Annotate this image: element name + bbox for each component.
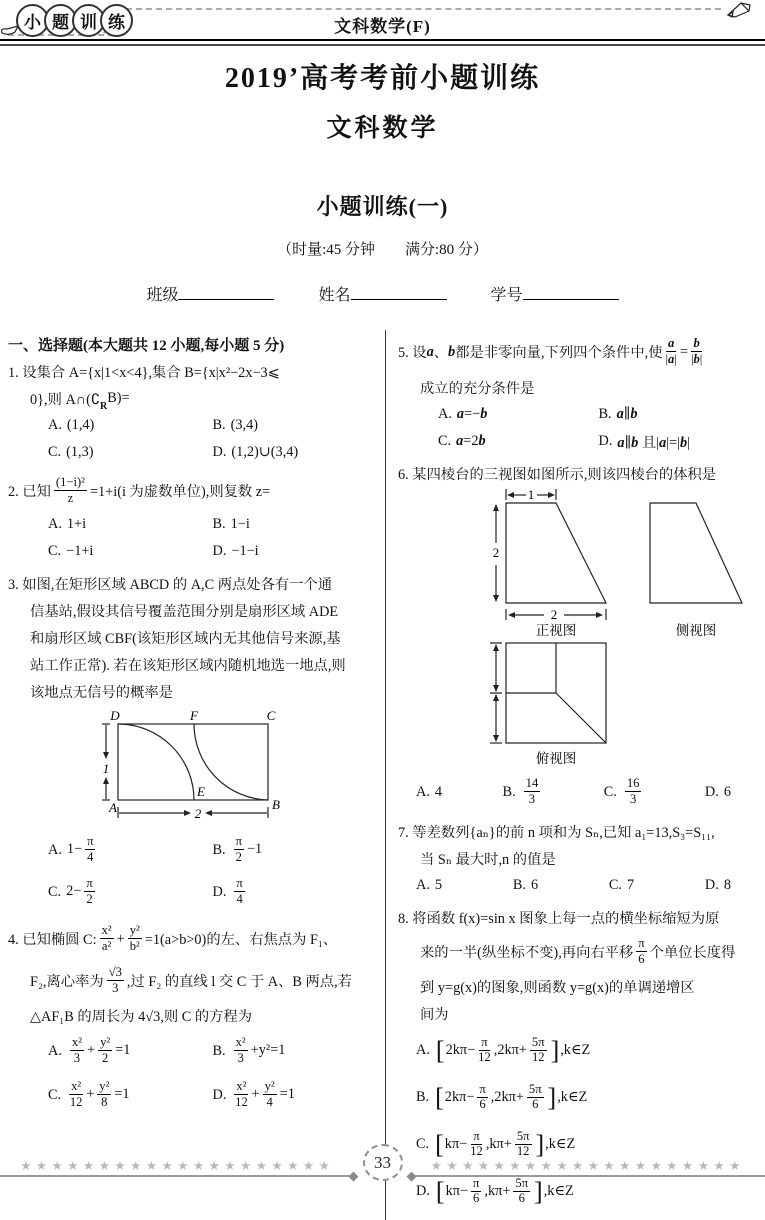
diamond-icon: ◆ (349, 1168, 359, 1184)
question-5 (398, 330, 759, 455)
q8-options (398, 1027, 759, 1215)
q1-stem-line: 0},则 A∩(∁ $_R$ B)= (8, 385, 377, 412)
subject-title: 文科数学 (0, 108, 765, 144)
footer-rule-left (0, 1175, 355, 1177)
q7-option-c: C. 7 (609, 872, 634, 899)
q7-stem-line: 7. 等差数列{aₙ}的前 n 项和为 Sₙ,已知 a₁=13,S₃=S₁₁, (398, 818, 759, 845)
svg-text:E: E (196, 784, 205, 799)
question-6 (398, 460, 759, 813)
q3-option-b: B. $\frac{\pi}{2}$ −1 (213, 829, 378, 871)
header-double-rule (0, 39, 765, 46)
q3-option-d: D. $\frac{\pi}{4}$ (213, 871, 378, 913)
footer-left-segment (0, 1159, 355, 1177)
diamond-icon: ◆ (407, 1168, 417, 1184)
q8-option-b: B. [ 2kπ− $\frac{\pi}{6}$ ,2kπ+ $\frac{5\pi}{6}$ ] ,k∈Z (416, 1074, 759, 1121)
q3-option-a: A. 1− $\frac{\pi}{4}$ (48, 829, 213, 871)
class-label: 班级 (146, 287, 178, 304)
q6-top-view-svg (476, 637, 636, 771)
svg-text:2: 2 (194, 806, 201, 821)
q3-option-c: C. 2− $\frac{\pi}{2}$ (48, 871, 213, 913)
q4-option-a: A. $\frac{\text{x²}}{3}$ + $\frac{\text{y²}}{2}$ =1 (48, 1029, 213, 1073)
svg-text:2: 2 (493, 545, 500, 560)
q4-stem-line: F₂,离心率为 $\frac{√3}{3}$ ,过 F₂ 的直线 l 交 C 于 A、B 两点,若 (8, 960, 377, 1002)
svg-text:A: A (108, 800, 117, 815)
star-row-right: ★★★★★★★★★★★★★★★★★★★★ (411, 1159, 765, 1174)
q3-stem-line: 和扇形区域 CBF(该矩形区域内无其他信号来源,基 (8, 624, 377, 651)
svg-text:F: F (189, 708, 199, 723)
svg-text:C: C (266, 708, 275, 723)
q8-stem-line: 间为 (398, 1000, 759, 1027)
right-column (385, 330, 759, 1220)
q4-stem-line: 4. 已知椭圆 C: $\frac{\text{x²}}{\text{a²}}$ + $\frac{\text{y²}}{\text{b²}}$ =1(a>b>0)的左、右焦点为 F₁、 (8, 918, 377, 960)
svg-text:正视图: 正视图 (536, 623, 577, 638)
name-blank (351, 284, 447, 300)
q4-options (8, 1029, 377, 1117)
q3-stem-line: 3. 如图,在矩形区域 ABCD 的 A,C 两点处各有一个通 (8, 570, 377, 597)
footer-right-segment (411, 1159, 765, 1177)
student-info-row (0, 282, 765, 305)
q1-stem-line: 1. 设集合 A={x|1<x<4},集合 B={x|x²−2x−3⩽ (8, 358, 377, 385)
q7-option-a: A. 5 (416, 872, 442, 899)
q3-figure (8, 705, 377, 829)
class-field (146, 282, 274, 305)
q4-option-b: B. $\frac{\text{x²}}{3}$ +y²=1 (213, 1029, 378, 1073)
svg-text:1: 1 (102, 761, 109, 776)
q1-option-c: C. (1,3) (48, 439, 213, 466)
q6-option-d: D. 6 (705, 771, 731, 813)
star-row-left: ★★★★★★★★★★★★★★★★★★★★ (0, 1159, 355, 1174)
svg-text:侧视图: 侧视图 (676, 623, 717, 638)
q2-options (8, 511, 377, 565)
q5-stem-line: 5. 设 a 、 b 都是非零向量,下列四个条件中,使 $\frac{a}{|a|}$ = $\frac{b}{|b|}$ (398, 330, 759, 374)
svg-text:俯视图: 俯视图 (536, 751, 577, 766)
q5-option-b: B. a∥b (599, 401, 760, 428)
q6-option-b: B. $\frac{14}{3}$ (503, 771, 544, 813)
q2-stem-line: 2. 已知 $\frac{\text{(1−i)²}}{z}$ =1+i(i 为虚数单位),则复数 z= (8, 471, 377, 511)
time-score-info: （时量:45 分钟 满分:80 分） (0, 238, 765, 259)
q8-stem-line: 来的一半(纵坐标不变),再向右平移 $\frac{\pi}{6}$ 个单位长度得 (398, 931, 759, 973)
q7-stem-line: 当 Sₙ 最大时,n 的值是 (398, 845, 759, 872)
question-4 (8, 918, 377, 1117)
q6-figure (398, 487, 759, 771)
q3-stem-line: 该地点无信号的概率是 (8, 678, 377, 705)
id-field (491, 282, 619, 305)
q5-options (398, 401, 759, 455)
logo-char-circle: 练 (100, 4, 133, 37)
question-2 (8, 471, 377, 565)
page-number-badge (363, 1144, 403, 1181)
q5-option-a: A. a=−b (438, 401, 599, 428)
q2-option-a: A. 1+i (48, 511, 213, 538)
q1-options (8, 412, 377, 466)
footer-rule-right (411, 1175, 765, 1177)
class-blank (178, 284, 274, 300)
q6-front-view-svg (476, 487, 624, 637)
page-footer (0, 1144, 765, 1181)
q8-option-c: C. [ kπ− $\frac{\pi}{12}$ ,kπ+ $\frac{5\pi}{12}$ ] ,k∈Z (416, 1121, 759, 1168)
section-heading: 一、选择题(本大题共 12 小题,每小题 5 分) (8, 330, 377, 358)
q2-option-d: D. −1−i (213, 538, 378, 565)
q2-option-c: C. −1+i (48, 538, 213, 565)
q5-option-d: D. a∥b 且|a|=|b| (599, 428, 760, 455)
section-title: 小题训练(一) (0, 190, 765, 221)
svg-text:D: D (109, 708, 120, 723)
q5-option-c: C. a=2b (438, 428, 599, 455)
name-field (318, 282, 446, 305)
q2-option-b: B. 1−i (213, 511, 378, 538)
q8-option-a: A. [ 2kπ− $\frac{\pi}{12}$ ,2kπ+ $\frac{5\pi}{12}$ ] ,k∈Z (416, 1027, 759, 1074)
q7-options (398, 872, 759, 899)
q4-option-c: C. $\frac{\text{x²}}{12}$ + $\frac{\text{y²}}{8}$ =1 (48, 1073, 213, 1117)
question-7 (398, 818, 759, 899)
page-title: 2019’高考考前小题训练 (0, 56, 765, 96)
q1-option-b: B. (3,4) (213, 412, 378, 439)
header-subject: 文科数学(F) (0, 12, 765, 37)
page-number: 33 (374, 1153, 391, 1173)
left-column (8, 330, 385, 1220)
q6-side-view-svg (640, 487, 752, 637)
header-dash-line (116, 8, 721, 10)
id-label: 学号 (491, 287, 523, 304)
question-columns (8, 330, 759, 1143)
logo-char-circle: 训 (72, 4, 105, 37)
svg-text:2: 2 (551, 607, 558, 622)
q6-options (398, 771, 759, 813)
q4-stem-line: △AF₁B 的周长为 4√3,则 C 的方程为 (8, 1002, 377, 1029)
svg-text:1: 1 (528, 487, 535, 502)
q6-option-a: A. 4 (416, 771, 442, 813)
q8-stem-line: 到 y=g(x)的图象,则函数 y=g(x)的单调递增区 (398, 973, 759, 1000)
name-label: 姓名 (318, 287, 350, 304)
q1-option-d: D. (1,2)∪(3,4) (213, 439, 378, 466)
q6-stem-line: 6. 某四棱台的三视图如图所示,则该四棱台的体积是 (398, 460, 759, 487)
q6-option-c: C. $\frac{16}{3}$ (604, 771, 645, 813)
logo-char-circle: 小 (16, 4, 49, 37)
q5-stem-line: 成立的充分条件是 (398, 374, 759, 401)
q4-option-d: D. $\frac{\text{x²}}{12}$ + $\frac{\text{y²}}{4}$ =1 (213, 1073, 378, 1117)
q3-options (8, 829, 377, 913)
q1-option-a: A. (1,4) (48, 412, 213, 439)
id-blank (523, 284, 619, 300)
q7-option-d: D. 8 (705, 872, 731, 899)
pencil-icon (725, 0, 753, 25)
q3-stem-line: 站工作正常). 若在该矩形区域内随机地选一地点,则 (8, 651, 377, 678)
q6-views-row (476, 487, 759, 637)
q7-option-b: B. 6 (513, 872, 538, 899)
q3-figure-svg (73, 708, 313, 826)
question-1 (8, 358, 377, 466)
logo-char-circle: 题 (44, 4, 77, 37)
q8-option-d: D. [ kπ− $\frac{\pi}{6}$ ,kπ+ $\frac{5\pi}{6}$ ] ,k∈Z (416, 1168, 759, 1215)
question-3 (8, 570, 377, 913)
q3-stem-line: 信基站,假设其信号覆盖范围分别是扇形区域 ADE (8, 597, 377, 624)
svg-text:B: B (272, 797, 280, 812)
q8-stem-line: 8. 将函数 f(x)=sin x 图象上每一点的横坐标缩短为原 (398, 904, 759, 931)
